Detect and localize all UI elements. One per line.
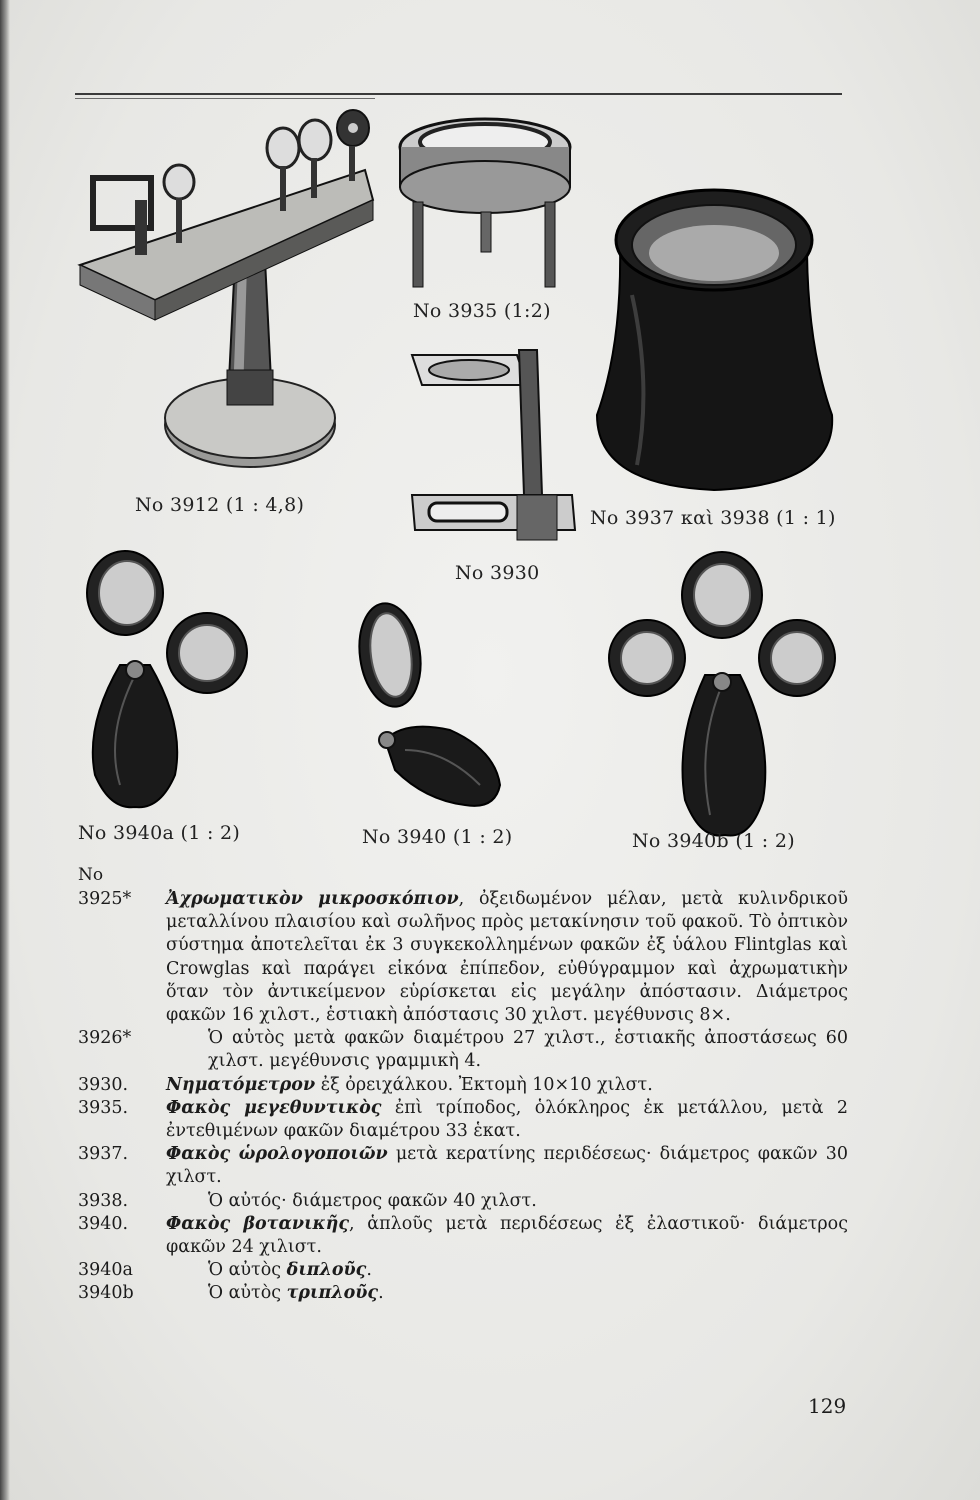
entry-number: 3930. — [78, 1074, 129, 1095]
catalogue-entries — [78, 885, 848, 1306]
entry-number: 3940a — [78, 1260, 133, 1281]
entry-text: Ὁ αὐτὸς — [208, 1260, 287, 1281]
caption-3940: No 3940 (1 : 2) — [362, 826, 513, 848]
entry-3930 — [78, 1074, 848, 1097]
entry-term: Φακὸς βοτανικῆς — [166, 1213, 350, 1234]
entry-text: μετὰ κερατίνης περιδέσεως· διάμετρος φακῶν 30 χιλστ. — [166, 1144, 848, 1188]
double-lens-illustration — [80, 545, 255, 815]
entry-term: Νηματόμετρον — [166, 1074, 316, 1095]
no-column-label: No — [78, 865, 104, 885]
entry-3940b: 3940b Ὁ αὐτὸς τριπλοῦς. — [78, 1282, 848, 1305]
thread-counter-illustration — [407, 345, 579, 543]
entry-text: , ὀξειδωμένον μέλαν, μετὰ κυλινδρικοῦ μεταλλίνου πλαισίου καὶ σωλῆνος πρὸς μετακίνησιν τοῦ φακοῦ. Τὸ ὀπτικὸν σύστημα ἀποτελεῖται ἐκ 3 συγκεκολλημένων φακῶν ἐξ ὑάλου Flintglas καὶ Crowglas καὶ παράγει εἰκόνα ἐπίπεδον, εὐθύγραμμον καὶ ἀχρωματικὴν ὅταν τὸν ἀντικείμενον εὑρίσκεται εἰς μεγάλην ἀπόστασιν. Διάμετρος φακῶν 16 χιλστ., ἑστιακὴ ἀπόστασις 30 χιλστ. μεγέθυνσις 8×. — [166, 889, 848, 1026]
entry-3926 — [78, 1027, 848, 1073]
caption-3937: No 3937 καὶ 3938 (1 : 1) — [590, 507, 836, 529]
tripod-magnifier-illustration — [395, 112, 575, 297]
entry-term: τριπλοῦς — [286, 1283, 379, 1304]
entry-3940 — [78, 1213, 848, 1259]
header-rule — [75, 93, 842, 95]
entry-number: 3940. — [78, 1213, 129, 1234]
triple-lens-illustration — [605, 550, 840, 840]
caption-3930: No 3930 — [455, 562, 540, 584]
entry-term: Φακὸς μεγεθυντικὸς — [166, 1097, 382, 1118]
entry-term: διπλοῦς — [286, 1260, 367, 1281]
entry-text: ἐπὶ τρίποδος, ὁλόκληρος ἐκ μετάλλου, μετὰ 2 ἐντεθιμένων φακῶν διαμέτρου 33 ἑκατ. — [166, 1097, 849, 1142]
caption-3935: No 3935 (1:2) — [413, 300, 551, 322]
page-number: 129 — [808, 1394, 847, 1418]
caption-3912: No 3912 (1 : 4,8) — [135, 494, 305, 516]
entry-text: Ὁ αὐτὸς μετὰ φακῶν διαμέτρου 27 χιλστ., ἑστιακῆς ἀποστάσεως 60 χιλστ. μεγέθυνσις γραμμικὴ 4. — [208, 1028, 848, 1072]
entry-number: 3926* — [78, 1028, 132, 1049]
single-lens-illustration — [355, 600, 515, 815]
entry-text: Ὁ αὐτὸς — [208, 1283, 287, 1304]
entry-3940a: 3940a Ὁ αὐτὸς διπλοῦς. — [78, 1259, 848, 1282]
header-rule-thin — [75, 98, 375, 99]
caption-3940b: No 3940b (1 : 2) — [632, 830, 795, 852]
entry-3938 — [78, 1190, 848, 1213]
entry-text: , ἁπλοῦς μετὰ περιδέσεως ἐξ ἐλαστικοῦ· διάμετρος φακῶν 24 χιλιστ. — [166, 1213, 848, 1258]
entry-text: Ὁ αὐτός· διάμετρος φακῶν 40 χιλστ. — [208, 1190, 537, 1211]
entry-term: Φακὸς ὡρολογοποιῶν — [166, 1144, 388, 1165]
entry-3925 — [78, 888, 848, 1027]
entry-number: 3937. — [78, 1144, 129, 1165]
watchmaker-loupe-illustration — [592, 185, 837, 495]
entry-number: 3938. — [78, 1190, 129, 1211]
entry-number: 3940b — [78, 1283, 134, 1304]
entry-text: ἐξ ὀρειχάλκου. Ἐκτομὴ 10×10 χιλστ. — [315, 1074, 653, 1095]
optical-bench-illustration — [75, 100, 385, 495]
page-edge-shadow — [0, 0, 10, 1500]
entry-3935 — [78, 1097, 848, 1143]
entry-3937 — [78, 1143, 848, 1189]
caption-3940a: No 3940a (1 : 2) — [78, 822, 241, 844]
entry-number: 3935. — [78, 1097, 129, 1118]
entry-number: 3925* — [78, 889, 132, 909]
entry-term: Ἀχρωματικὸν μικροσκόπιον — [166, 889, 459, 909]
